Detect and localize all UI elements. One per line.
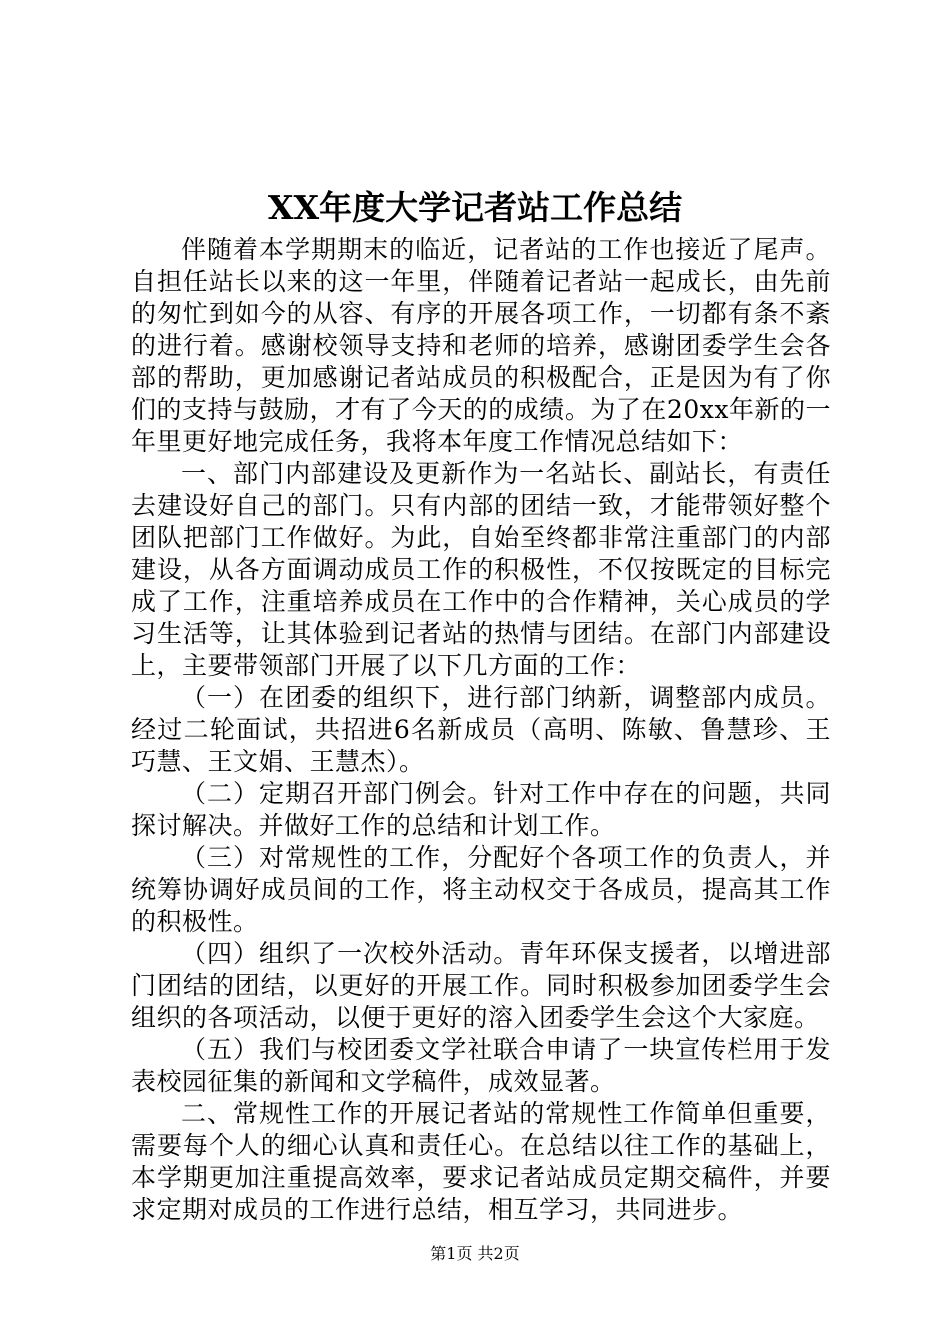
paragraph-item-four: （四）组织了一次校外活动。青年环保支援者，以增进部门团结的团结，以更好的开展工作。同时积极参加团委学生会组织的各项活动，以便于更好的溶入团委学生会这个大家庭。: [131, 939, 831, 1032]
paragraph-section-one: 一、部门内部建设及更新作为一名站长、副站长，有责任去建设好自己的部门。只有内部的团结一致，才能带领好整个团队把部门工作做好。为此，自始至终都非常注重部门的内部建设，从各方面调动成员工作的积极性，不仅按既定的目标完成了工作，注重培养成员在工作中的合作精神，关心成员的学习生活等，让其体验到记者站的热情与团结。在部门内部建设上，主要带领部门开展了以下几方面的工作：: [131, 459, 831, 680]
paragraph-item-three: （三）对常规性的工作，分配好个各项工作的负责人，并统筹协调好成员间的工作，将主动权交于各成员，提高其工作的积极性。: [131, 843, 831, 936]
page-number-footer: 第1页 共2页: [430, 1244, 520, 1263]
paragraph-section-two: 二、常规性工作的开展记者站的常规性工作简单但重要，需要每个人的细心认真和责任心。在总结以往工作的基础上，本学期更加注重提高效率，要求记者站成员定期交稿件，并要求定期对成员的工作进行总结，相互学习，共同进步。: [131, 1099, 831, 1224]
paragraph-item-two: （二）定期召开部门例会。针对工作中存在的问题，共同探讨解决。并做好工作的总结和计划工作。: [131, 779, 831, 840]
document-title: XX年度大学记者站工作总结: [267, 188, 683, 227]
document-body: [131, 234, 831, 1226]
paragraph-item-one: （一）在团委的组织下，进行部门纳新，调整部内成员。经过二轮面试，共招进6名新成员（高明、陈敏、鲁慧珍、王巧慧、王文娟、王慧杰）。: [131, 683, 831, 776]
paragraph-intro: 伴随着本学期期末的临近，记者站的工作也接近了尾声。自担任站长以来的这一年里，伴随着记者站一起成长，由先前的匆忙到如今的从容、有序的开展各项工作，一切都有条不紊的进行着。感谢校领导支持和老师的培养，感谢团委学生会各部的帮助，更加感谢记者站成员的积极配合，正是因为有了你们的支持与鼓励，才有了今天的的成绩。为了在20xx年新的一年里更好地完成任务，我将本年度工作情况总结如下：: [131, 235, 831, 456]
paragraph-item-five: （五）我们与校团委文学社联合申请了一块宣传栏用于发表校园征集的新闻和文学稿件，成效显著。: [131, 1035, 831, 1096]
